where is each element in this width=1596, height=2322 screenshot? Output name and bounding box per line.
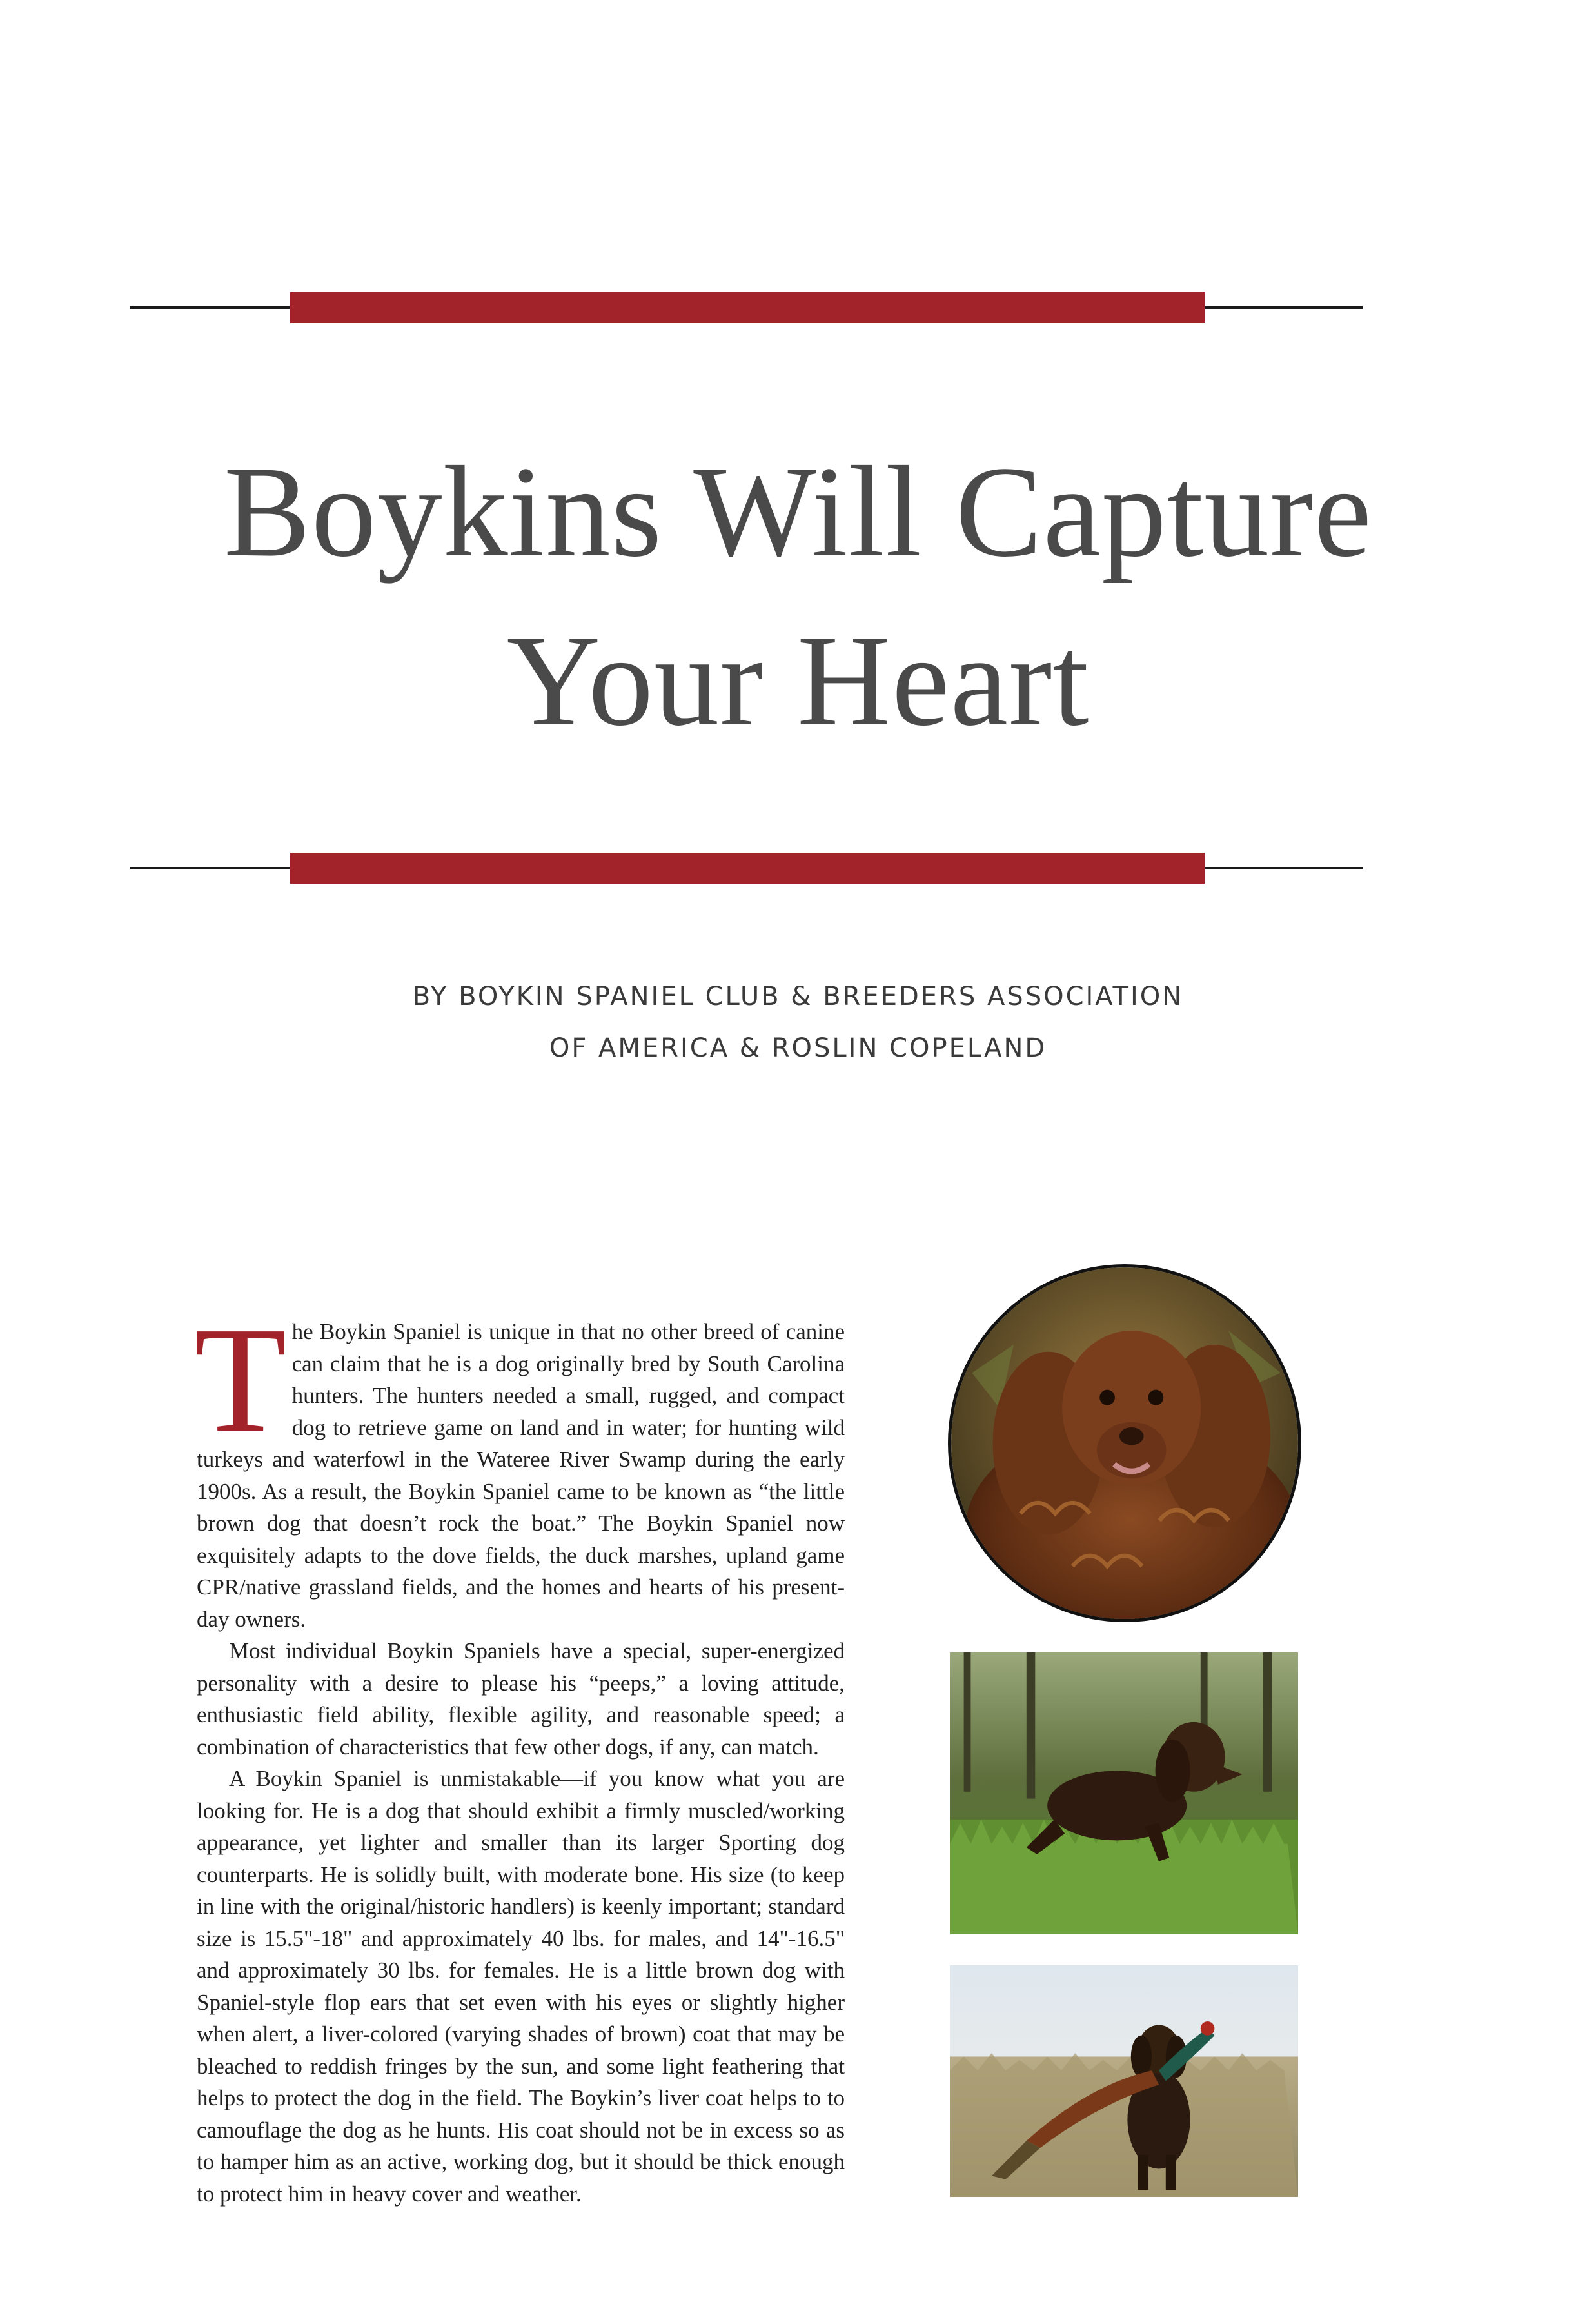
dog-portrait-photo bbox=[948, 1264, 1301, 1622]
byline-line-1: BY BOYKIN SPANIEL CLUB & BREEDERS ASSOCIATION bbox=[412, 982, 1184, 1011]
dog-pheasant-photo bbox=[950, 1965, 1298, 2197]
paragraph-3: A Boykin Spaniel is unmistakable—if you know what you are looking for. He is a dog that should exhibit a firmly muscled/working appearance, yet lighter and smaller than its larger Sporting dog counterparts. He is solidly built, with moderate bone. His size (to keep in line with the original/historic handlers) is keenly important; standard size is 15.5"-18" and approximately 40 lbs. for males, and 14"-16.5" and approximately 30 lbs. for females. He is a little brown dog with Spaniel-style flop ears that set even with his eyes or slightly higher when alert, a liver-colored (varying shades of brown) coat that may be bleached to reddish fringes by the sun, and some light feathering that helps to protect the dog in the field. The Boykin’s liver coat helps to to camouflage the dog as he hunts. His coat should not be in excess so as to hamper him as an active, working dog, but it should be thick enough to protect him in heavy cover and weather. bbox=[197, 1766, 845, 2207]
article-body bbox=[194, 1296, 845, 2210]
bottom-decorative-rule bbox=[130, 853, 1363, 884]
bottom-red-bar bbox=[290, 853, 1205, 884]
title-line-2: Your Heart bbox=[506, 608, 1090, 753]
byline-line-2: OF AMERICA & ROSLIN COPELAND bbox=[549, 1033, 1047, 1063]
byline bbox=[226, 971, 1370, 1074]
article-title bbox=[97, 427, 1499, 765]
paragraph-1 bbox=[194, 1296, 845, 1635]
paragraph-1-text: he Boykin Spaniel is unique in that no other breed of canine can claim that he is a dog originally bred by South Carolina hunters. The hunters needed a small, rugged, and compact dog to retrieve game on land and in water; for hunting wild turkeys and waterfowl in the Wateree River Swamp during the early 1900s. As a result, the Boykin Spaniel came to be known as “the little brown dog that doesn’t rock the boat.” The Boykin Spaniel now exquisitely adapts to the dove fields, the duck marshes, upland game CPR/native grassland fields, and the homes and hearts of his present-day owners. bbox=[197, 1319, 845, 1632]
top-red-bar bbox=[290, 292, 1205, 323]
dog-running-photo bbox=[950, 1652, 1298, 1934]
top-decorative-rule bbox=[130, 292, 1363, 323]
drop-cap: T bbox=[194, 1296, 287, 1464]
paragraph-2: Most individual Boykin Spaniels have a special, super-energized personality with a desire to please his “peeps,” a loving attitude, enthusiastic field ability, flexible agility, and reasonable speed; a combination of characteristics that few other dogs, if any, can match. bbox=[197, 1638, 845, 1760]
title-line-1: Boykins Will Capture bbox=[223, 439, 1373, 584]
